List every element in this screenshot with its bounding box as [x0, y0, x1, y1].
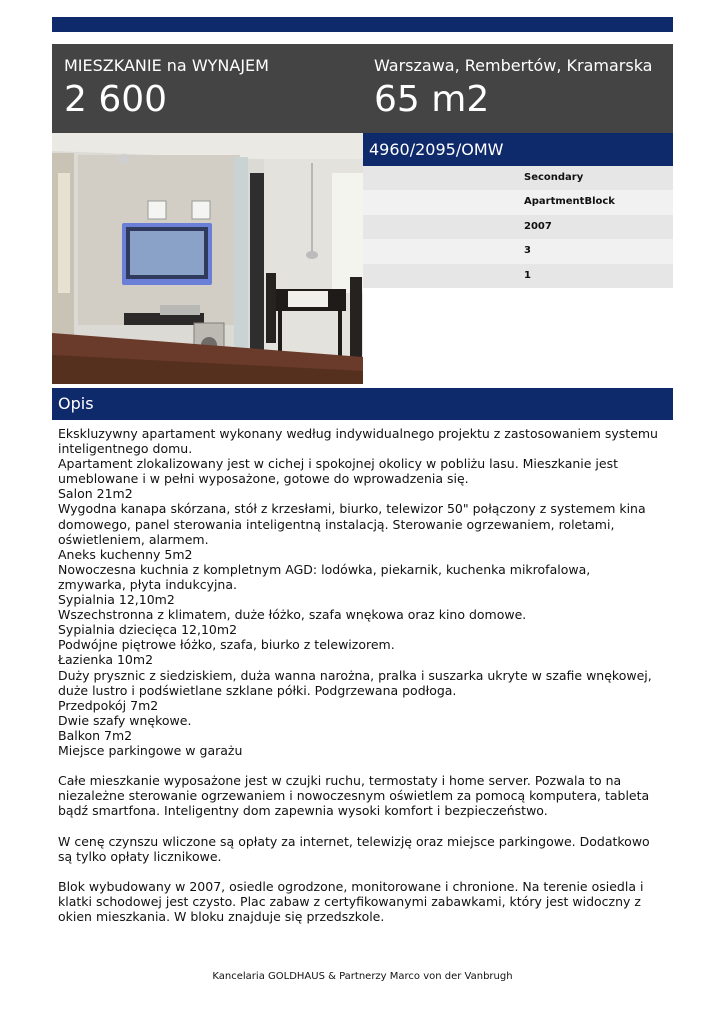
apartment-interior-photo-icon [52, 133, 363, 384]
description [58, 426, 658, 924]
spec-building-type: ApartmentBlock [363, 190, 673, 214]
spec-floor: 1 [363, 264, 673, 288]
spec-market: Secondary [363, 166, 673, 190]
spec-rooms: 3 [363, 239, 673, 263]
top-accent-bar [52, 17, 673, 32]
footer: Kancelaria GOLDHAUS & Partnerzy Marco von der Vanbrugh [212, 971, 513, 982]
reference-number: 4960/2095/OMW [363, 133, 673, 166]
header-left [64, 56, 269, 122]
description-text: Ekskluzywny apartament wykonany według indywidualnego projektu z zastosowaniem systemu inteligentnego domu. Apartament zlokalizowany jest w cichej i spokojnej okolicy w pobliżu lasu. Mieszkanie jest umeblowane i w pełni wyposażone, gotowe do wprowadzenia się. Salon 21m2 Wygodna kanapa skórzana, stół z krzesłami, biurko, telewizor 50" połączony z systemem kina domowego, panel sterowania inteligentną instalacją. Sterowanie ogrzewaniem, roletami, oświetleniem, alarmem. Aneks kuchenny 5m2 Nowoczesna kuchnia z kompletnym AGD: lodówka, piekarnik, kuchenka mikrofalowa, zmywarka, płyta indukcyjna. Sypialnia 12,10m2 Wszechstronna z klimatem, duże łóżko, szafa wnękowa oraz kino domowe. Sypialnia dziecięca 12,10m2 Podwójne piętrowe łóżko, szafa, biurko z telewizorem. Łazienka 10m2 Duży prysznic z siedziskiem, duża wanna narożna, pralka i suszarka ukryte w szafie wnękowej, duże lustro i podświetlane szklane półki. Podgrzewana podłoga. Przedpokój 7m2 Dwie szafy wnękowe. Balkon 7m2 Miejsce parkingowe w garażu Całe mieszkanie wyposażone jest w czujki ruchu, termostaty i home server. Pozwala to na niezależne sterowanie ogrzewaniem i nowoczesnym oświetlem za pomocą komputera, tableta bądź smartfona. Inteligentny dom zapewnia wysoki komfort i bezpieczeństwo. W cenę czynszu wliczone są opłaty za internet, telewizję oraz miejsce parkingowe. Dodatkowo są tylko opłaty licznikowe. Blok wybudowany w 2007, osiedle ogrodzone, monitorowane i chronione. Na terenie osiedla i klatki schodowej jest czysto. Plac zabaw z certyfikowanymi zabawkami, który jest widoczny z okien mieszkania. W bloku znajduje się przedszkole. [58, 426, 658, 924]
section-title: Opis [52, 388, 673, 420]
apartment-photo [52, 133, 363, 384]
header-right [374, 56, 652, 122]
price: 2 600 [64, 79, 168, 120]
spec-build-year: 2007 [363, 215, 673, 239]
spec-table [363, 166, 673, 288]
area: 65 m2 [374, 79, 490, 120]
offer-type: MIESZKANIE na WYNAJEM [64, 56, 269, 75]
listing-header [52, 44, 673, 133]
location: Warszawa, Rembertów, Kramarska [374, 56, 653, 75]
